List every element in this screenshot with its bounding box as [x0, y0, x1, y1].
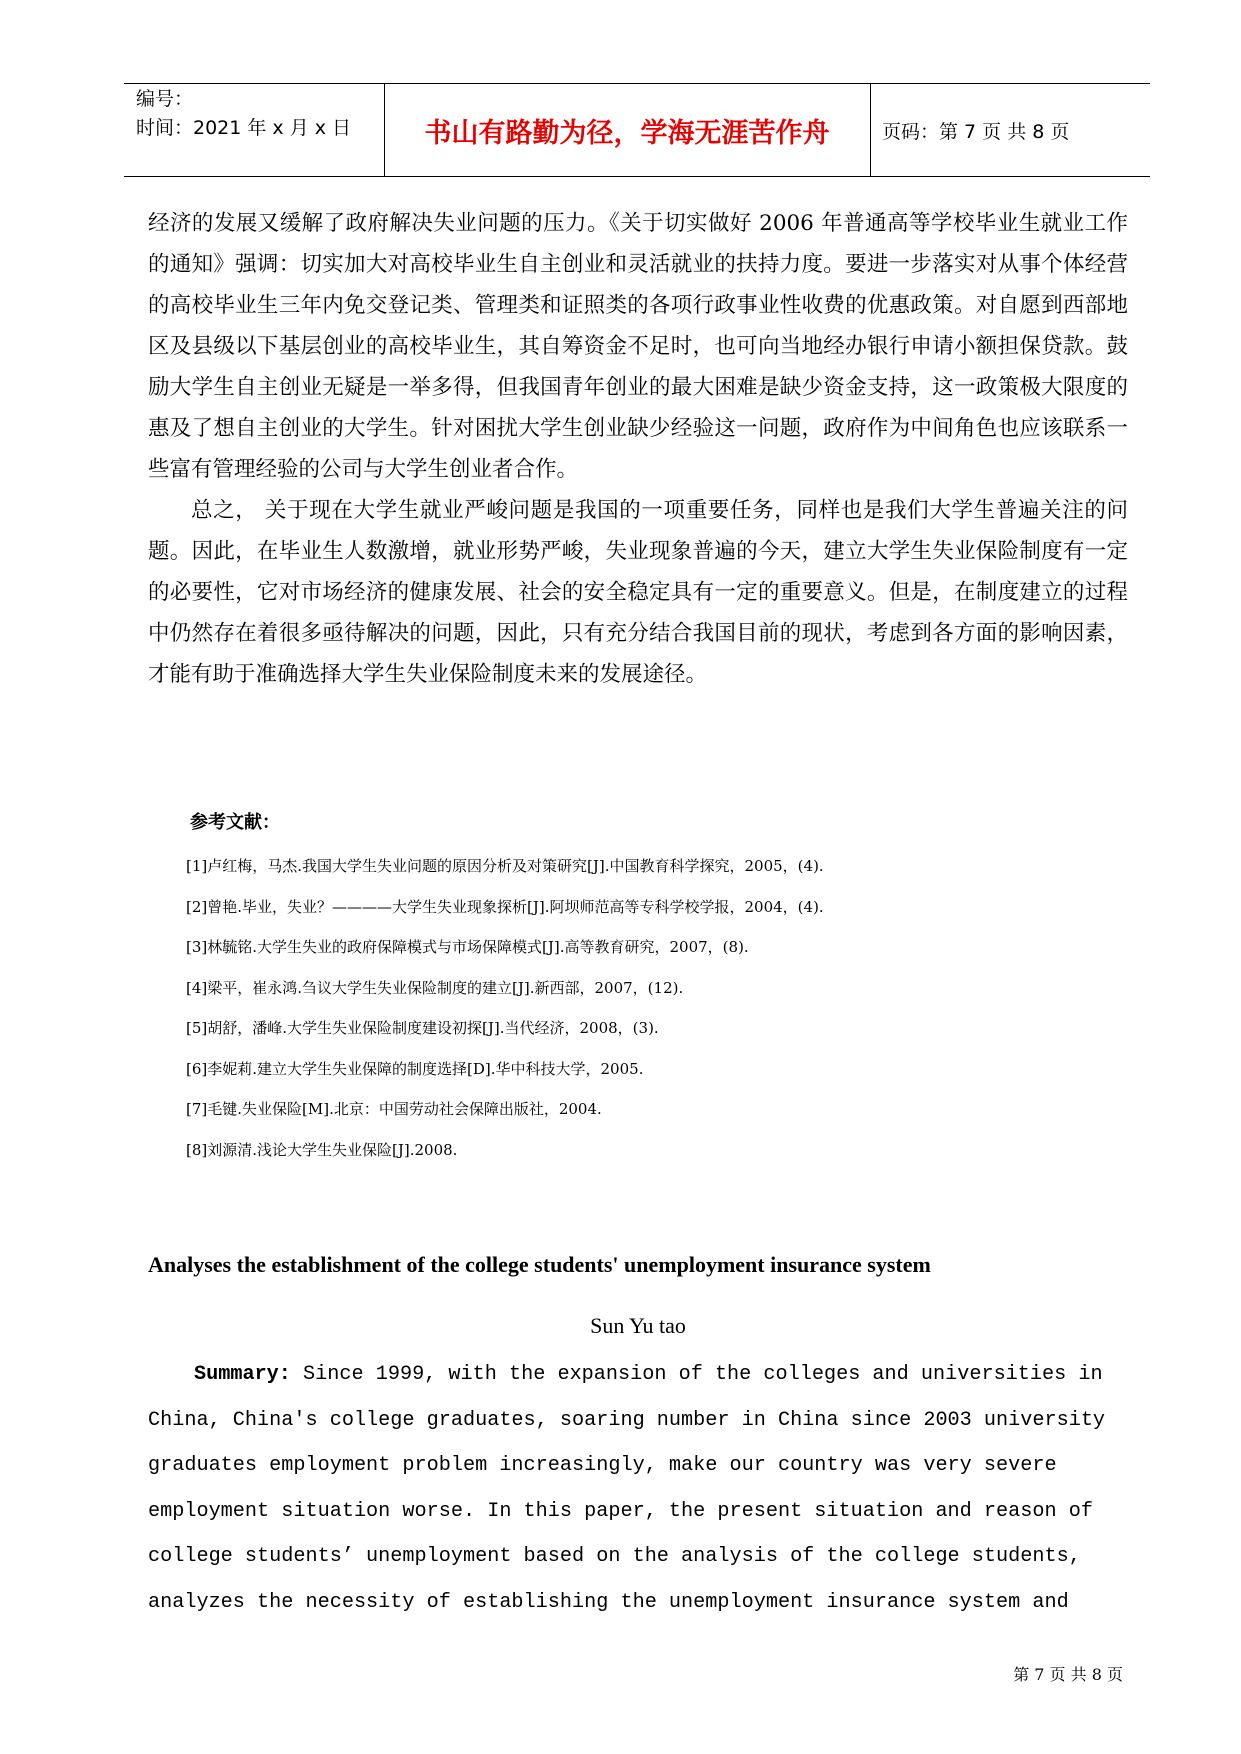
- english-title: Analyses the establishment of the college students' unemployment insurance system: [148, 1252, 931, 1277]
- summary-line: analyzes the necessity of establishing the unemployment insurance system and: [148, 1590, 1069, 1614]
- number-label: 编号：: [136, 88, 194, 110]
- summary-text: Since 1999, with the expansion of the colleges and universities in: [303, 1363, 1103, 1386]
- reference-item: [3]林毓铭.大学生失业的政府保障模式与市场保障模式[J].高等教育研究，2007，(8).: [186, 938, 749, 956]
- header-page-label: 页码：第 7 页 共 8 页: [882, 120, 1070, 143]
- page-footer: 第 7 页 共 8 页: [1013, 1665, 1123, 1684]
- english-author: Sun Yu tao: [590, 1313, 686, 1338]
- document-header: [124, 83, 1150, 177]
- header-info-cell: [124, 84, 385, 176]
- summary-line: college students’ unemployment based on the analysis of the college students,: [148, 1545, 1081, 1568]
- paragraph: 总之， 关于现在大学生就业严峻问题是我国的一项重要任务，同样也是我们大学生普遍关注的问题。因此，在毕业生人数激增，就业形势严峻，失业现象普遍的今天，建立大学生失业保险制度有一定的必要性，它对市场经济的健康发展、社会的安全稳定具有一定的重要意义。但是，在制度建立的过程中仍然存在着很多亟待解决的问题，因此，只有充分结合我国目前的现状，考虑到各方面的影响因素，才能有助于准确选择大学生失业保险制度未来的发展途径。: [148, 498, 1128, 687]
- summary-line: employment situation worse. In this paper, the present situation and reason of: [148, 1499, 1093, 1523]
- reference-item: [1]卢红梅，马杰.我国大学生失业问题的原因分析及对策研究[J].中国教育科学探究，2005，(4).: [186, 857, 824, 875]
- reference-item: [4]梁平，崔永鸿.刍议大学生失业保险制度的建立[J].新西部，2007，(12).: [186, 978, 684, 997]
- reference-item: [7]毛键.失业保险[M].北京：中国劳动社会保障出版社，2004.: [186, 1100, 602, 1118]
- references-list: [186, 846, 1146, 1170]
- paragraph: 经济的发展又缓解了政府解决失业问题的压力。《关于切实做好 2006 年普通高等学校毕业生就业工作的通知》强调：切实加大对高校毕业生自主创业和灵活就业的扶持力度。要进一步落实对从事个体经营的高校毕业生三年内免交登记类、管理类和证照类的各项行政事业性收费的优惠政策。对自愿到西部地区及县级以下基层创业的高校毕业生，其自筹资金不足时，也可向当地经办银行申请小额担保贷款。鼓励大学生自主创业无疑是一举多得，但我国青年创业的最大困难是缺少资金支持，这一政策极大限度的惠及了想自主创业的大学生。针对困扰大学生创业缺少经验这一问题，政府作为中间角色也应该联系一些富有管理经验的公司与大学生创业者合作。: [148, 211, 1128, 482]
- header-motto: 书山有路勤为径，学海无涯苦作舟: [384, 84, 871, 176]
- reference-item: [2]曾艳.毕业，失业？————大学生失业现象探析[J].阿坝师范高等专科学校学报，2004，(4).: [186, 897, 824, 916]
- body-text: [148, 203, 1128, 695]
- reference-item: [8]刘源清.浅论大学生失业保险[J].2008.: [186, 1140, 458, 1159]
- reference-item: [6]李妮莉.建立大学生失业保障的制度选择[D].华中科技大学，2005.: [186, 1059, 644, 1078]
- time-label: 时间：2021 年 x 月 x 日: [136, 117, 352, 139]
- summary-line: China, China's college graduates, soaring number in China since 2003 university: [148, 1408, 1106, 1432]
- references-title: 参考文献：: [190, 812, 280, 833]
- summary-label: Summary:: [194, 1363, 291, 1386]
- reference-item: [5]胡舒，潘峰.大学生失业保险制度建设初探[J].当代经济，2008，(3).: [186, 1019, 659, 1037]
- english-summary: [148, 1352, 1133, 1625]
- summary-line: graduates employment problem increasingly, make our country was very severe: [148, 1454, 1057, 1477]
- summary-line: [148, 1352, 1133, 1398]
